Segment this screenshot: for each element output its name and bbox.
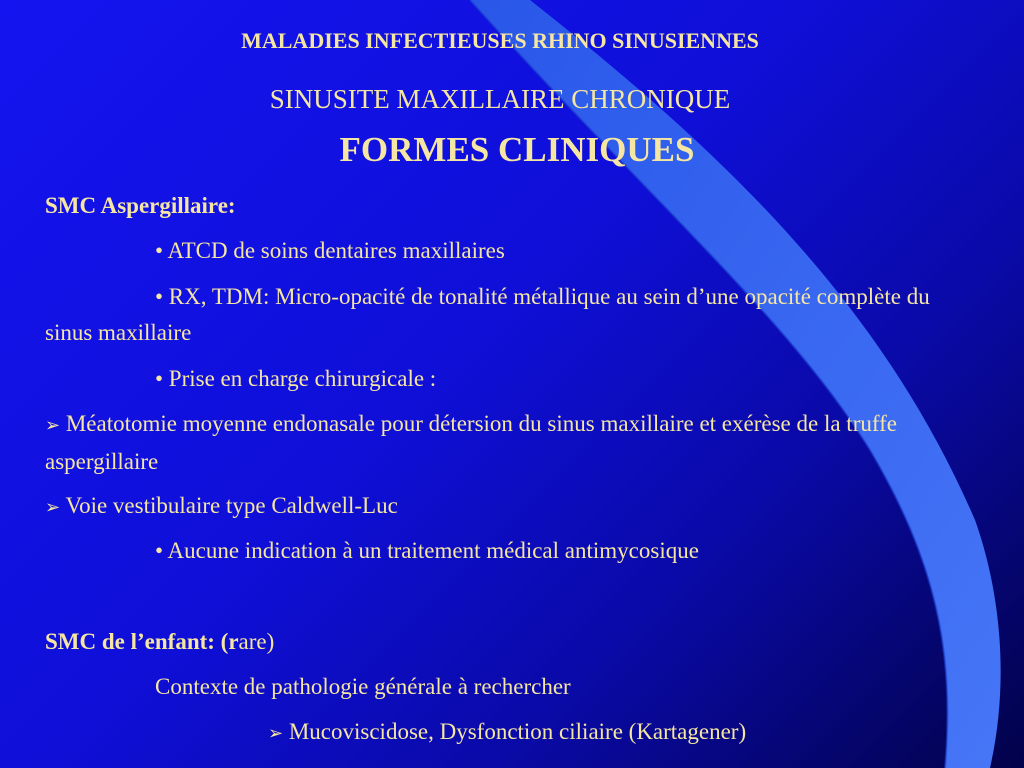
arrow-bullet-icon: ➢ xyxy=(45,497,61,518)
enfant-heading-bold: SMC de l’enfant: (r xyxy=(45,629,239,654)
slide-subtitle: SINUSITE MAXILLAIRE CHRONIQUE xyxy=(269,84,731,114)
enfant-heading xyxy=(45,624,274,660)
decorative-swoosh xyxy=(470,0,1001,768)
aspergillaire-heading: SMC Aspergillaire: xyxy=(45,193,236,218)
enfant-heading-rest: are) xyxy=(238,629,275,654)
arrow-bullet-icon: ➢ xyxy=(45,415,61,436)
sub-item-caldwell-text: Voie vestibulaire type Caldwell-Luc xyxy=(65,493,398,518)
sub-item-meatotomie-text: Méatotomie moyenne endonasale pour détersion du sinus maxillaire et exérèse de la truffe aspergillaire xyxy=(45,411,897,474)
bullet-chirurgie: • Prise en charge chirurgicale : xyxy=(155,366,437,391)
sub-item-meatotomie xyxy=(45,406,980,480)
arrow-bullet-icon: ➢ xyxy=(268,723,284,744)
enfant-sub-item xyxy=(268,714,746,752)
bullet-antimycosique: • Aucune indication à un traitement médical antimycosique xyxy=(155,538,699,563)
section-title: FORMES CLINIQUES xyxy=(339,130,695,169)
enfant-sub-item-text: Mucoviscidose, Dysfonction ciliaire (Kartagener) xyxy=(288,719,747,744)
bullet-imaging: • RX, TDM: Micro-opacité de tonalité métallique au sein d’une opacité complète du sinus maxillaire xyxy=(45,284,930,345)
bullet-atcd: • ATCD de soins dentaires maxillaires xyxy=(155,238,505,263)
enfant-context: Contexte de pathologie générale à rechercher xyxy=(155,674,571,699)
sub-item-caldwell xyxy=(45,488,398,526)
slide-title: MALADIES INFECTIEUSES RHINO SINUSIENNES xyxy=(241,28,759,53)
